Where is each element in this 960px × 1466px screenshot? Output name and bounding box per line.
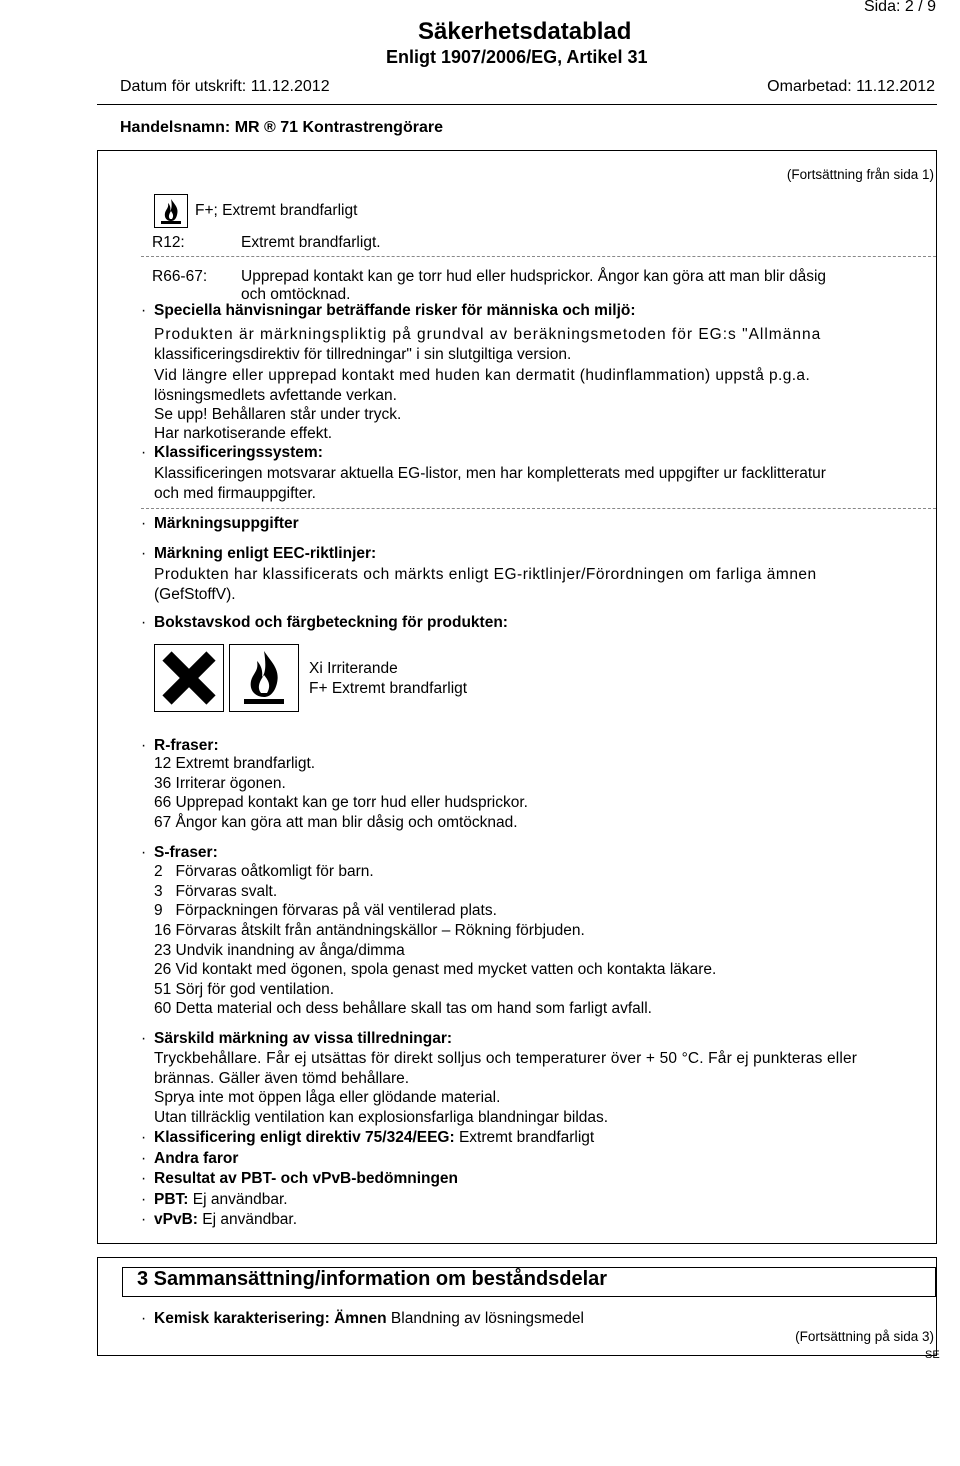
special-line: Produkten är märkningspliktig på grundval av beräkningsmetoden för EG:s "Allmänna [154,326,822,343]
special-line: lösningsmedlets avfettande verkan. [154,387,397,404]
eec-line-1: Produkten har klassificerats och märkts enligt EG-riktlinjer/Förordningen om farliga ämnen [154,566,817,583]
bullet: · [141,737,147,754]
special-marking-line: Sprya inte mot öppen låga eller glödande material. [154,1089,501,1106]
directive-line: Klassificering enligt direktiv 75/324/EEG: Extremt brandfarligt [154,1129,595,1146]
document-title: Säkerhetsdatablad [418,18,632,45]
bullet: · [141,1310,147,1327]
irritant-cross-icon [154,644,224,712]
continued-from: (Fortsättning från sida 1) [786,167,934,182]
classification-line-1: Klassificeringen motsvarar aktuella EG-listor, men har kompletterats med uppgifter ur facklitteratur [154,465,826,482]
frame-right [936,1257,937,1356]
page-number: Sida: 2 / 9 [863,0,936,15]
r-phrase: 67 Ångor kan göra att man blir dåsig och omtöcknad. [154,814,518,831]
bullet: · [141,1211,147,1228]
code-f: F+ Extremt brandfarligt [309,680,468,697]
frame-left [97,1257,98,1356]
frame-bottom [97,1355,937,1356]
special-line: Se upp! Behållaren står under tryck. [154,406,402,423]
s-phrase: 26 Vid kontakt med ögonen, spola genast med mycket vatten och kontakta läkare. [154,961,717,978]
separator [141,508,936,509]
trade-name: Handelsnamn: MR ® 71 Kontrastrengörare [120,119,443,136]
special-line: klassificeringsdirektiv för tillredningar" i sin slutgiltiga version. [154,346,572,363]
s-phrases-heading: S-fraser: [154,844,218,861]
separator [141,256,936,257]
r12-code: R12: [152,234,185,251]
r6667-text-2: och omtöcknad. [241,286,351,303]
r-phrase: 12 Extremt brandfarligt. [154,755,316,772]
r-phrase: 36 Irriterar ögonen. [154,775,286,792]
flame-icon [229,644,299,712]
labelling-heading: Märkningsuppgifter [154,515,299,532]
frame-top [97,1257,937,1258]
special-marking-line: Utan tillräcklig ventilation kan explosionsfarliga blandningar bildas. [154,1109,609,1126]
code-xi: Xi Irriterande [309,660,398,677]
document-subtitle: Enligt 1907/2006/EG, Artikel 31 [386,47,648,67]
r6667-text-1: Upprepad kontakt kan ge torr hud eller hudsprickor. Ångor kan göra att man blir dåsig [241,268,827,285]
bullet: · [141,302,147,319]
revised-date: Omarbetad: 11.12.2012 [767,78,935,95]
eec-line-2: (GefStoffV). [154,586,236,603]
flame-icon [154,194,188,228]
r6667-code: R66-67: [152,268,208,285]
s-phrase: 23 Undvik inandning av ånga/dimma [154,942,405,959]
s-phrase: 2 Förvaras oåtkomligt för barn. [154,863,374,880]
special-marking-line: Tryckbehållare. Får ej utsättas för direkt solljus och temperaturer över + 50 °C. Får ej punkteras eller [154,1050,858,1067]
language-code: SE [925,1349,940,1361]
s-phrase: 60 Detta material och dess behållare skall tas om hand som farligt avfall. [154,1000,652,1017]
bullet: · [141,1191,147,1208]
s-phrase: 16 Förvaras åtskilt från antändningskällor – Rökning förbjuden. [154,922,585,939]
bullet: · [141,444,147,461]
bullet: · [141,1150,147,1167]
eec-heading: Märkning enligt EEC-riktlinjer: [154,545,377,562]
header-rule [97,104,937,105]
tradename-rule [97,150,937,151]
s-phrase: 9 Förpackningen förvaras på väl ventilerad plats. [154,902,497,919]
special-heading: Speciella hänvisningar beträffande risker för människa och miljö: [154,302,636,319]
bullet: · [141,515,147,532]
hazard-label: F+; Extremt brandfarligt [195,202,358,219]
bullet: · [141,1170,147,1187]
classification-line-2: och med firmauppgifter. [154,485,316,502]
s-phrase: 3 Förvaras svalt. [154,883,278,900]
print-date: Datum för utskrift: 11.12.2012 [120,78,330,95]
frame-right [936,150,937,1243]
chemical-characterization: Kemisk karakterisering: Ämnen Blandning av lösningsmedel [154,1310,584,1327]
vpvb-line: vPvB: Ej användbar. [154,1211,298,1228]
bullet: · [141,844,147,861]
special-marking-heading: Särskild märkning av vissa tillredningar: [154,1030,453,1047]
frame-left [97,150,98,1243]
bullet: · [141,614,147,631]
r12-text: Extremt brandfarligt. [241,234,381,251]
pbt-result-heading: Resultat av PBT- och vPvB-bedömningen [154,1170,459,1187]
pbt-line: PBT: Ej användbar. [154,1191,288,1208]
r-phrase: 66 Upprepad kontakt kan ge torr hud eller hudsprickor. [154,794,528,811]
codes-heading: Bokstavskod och färgbeteckning för produkten: [154,614,508,631]
other-hazards: Andra faror [154,1150,239,1167]
special-marking-line: brännas. Gäller även tömd behållare. [154,1070,410,1087]
section-3-title: 3 Sammansättning/information om beståndsdelar [137,1268,608,1290]
bullet: · [141,545,147,562]
classification-heading: Klassificeringssystem: [154,444,323,461]
r-phrases-heading: R-fraser: [154,737,219,754]
frame-bottom [97,1243,937,1244]
special-line: Har narkotiserande effekt. [154,425,333,442]
s-phrase: 51 Sörj för god ventilation. [154,981,335,998]
bullet: · [141,1030,147,1047]
special-line: Vid längre eller upprepad kontakt med huden kan dermatit (hudinflammation) uppstå p.g.a. [154,367,811,384]
continued-to: (Fortsättning på sida 3) [795,1329,934,1344]
bullet: · [141,1129,147,1146]
